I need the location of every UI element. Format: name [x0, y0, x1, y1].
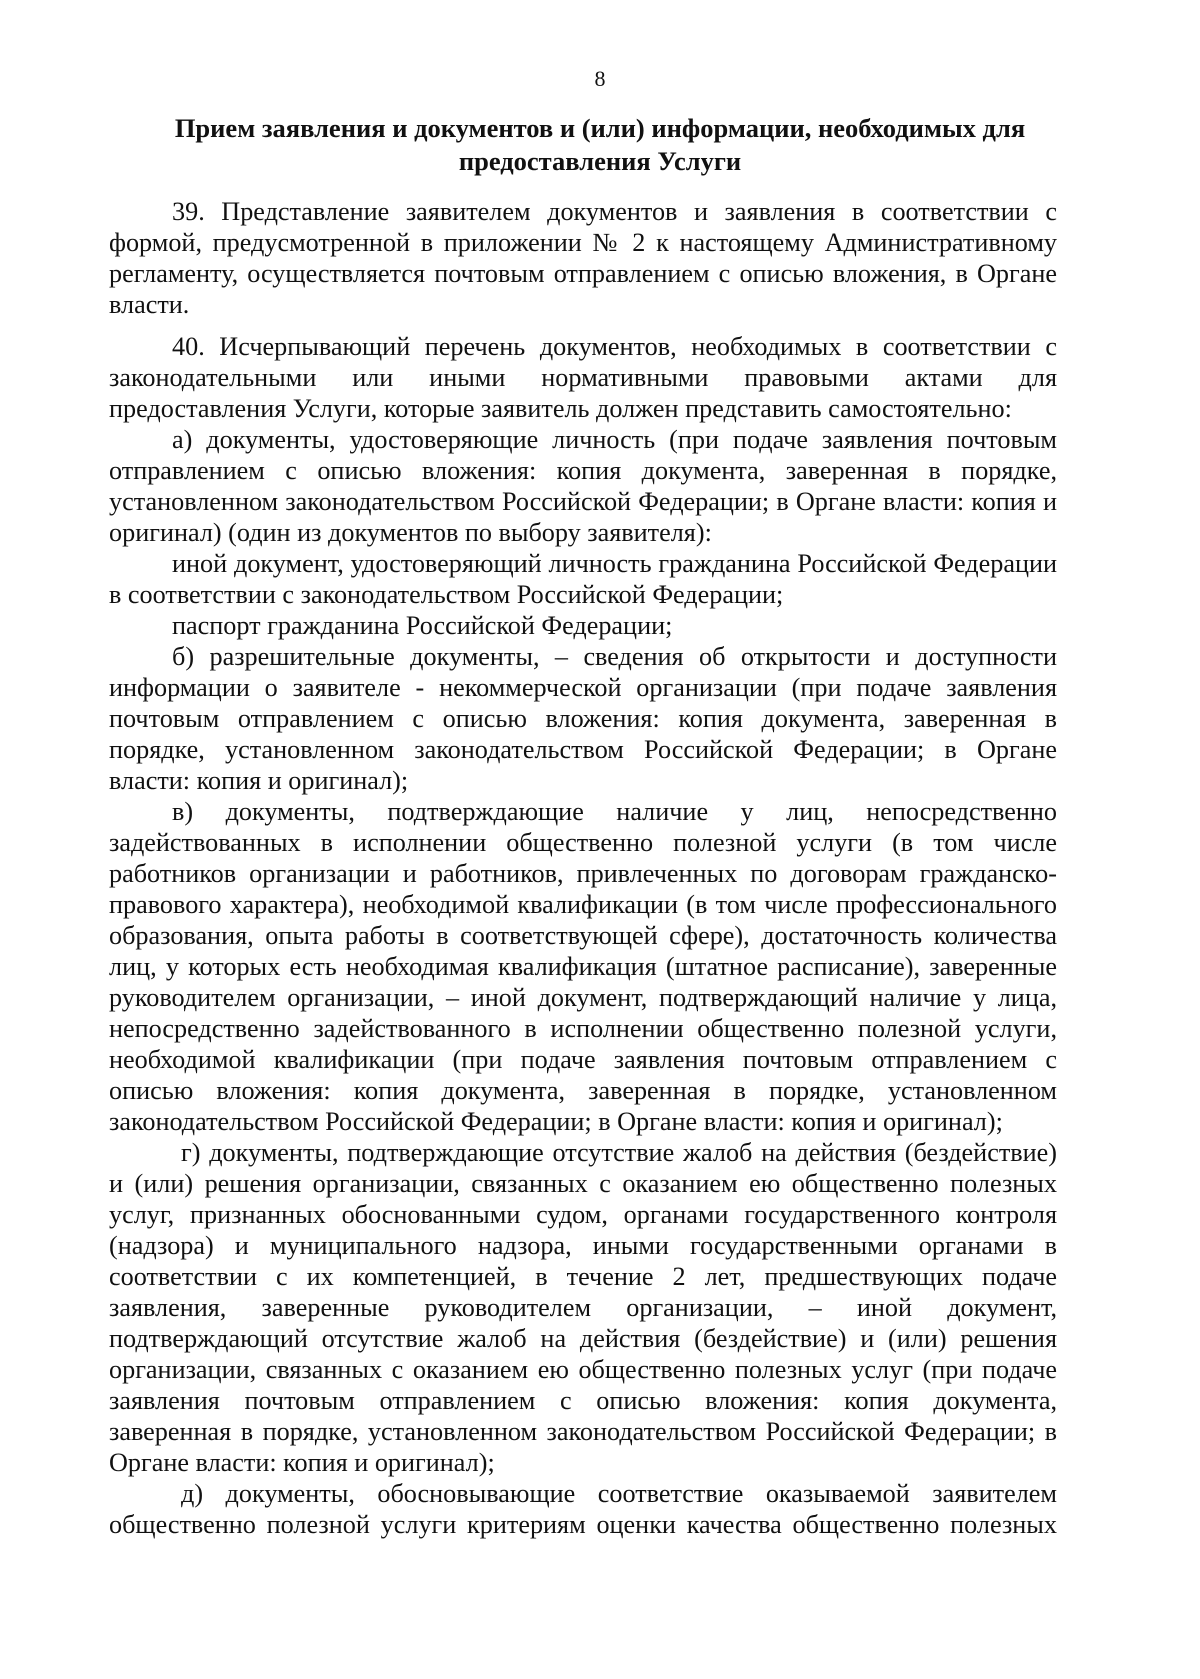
heading-line-2: предоставления Услуги — [458, 146, 742, 176]
paragraph-40-g: г) документы, подтверждающие отсутствие жалоб на действия (бездействие) и (или) решения организации, связанных с оказанием ею общественно полезных услуг, признанных обоснованными судом, органами государственного контроля (надзора) и муниципального надзора, иными государственными органами в соответствии с их компетенцией, в течение 2 лет, предшествующих подаче заявления, заверенные руководителем организации, – иной документ, подтверждающий отсутствие жалоб на действия (бездействие) и (или) решения организации, связанных с оказанием ею общественно полезных услуг (при подаче заявления почтовым отправлением с описью вложения: копия документа, заверенная в порядке, установленном законодательством Российской Федерации; в Органе власти: копия и оригинал); — [109, 1138, 1057, 1477]
document-body — [109, 196, 1057, 1540]
paragraph-40-v: в) документы, подтверждающие наличие у лиц, непосредственно задействованных в исполнении общественно полезной услуги (в том числе работников организации и работников, привлеченных по договорам гражданско-правового характера), необходимой квалификации (в том числе профессионального образования, опыта работы в соответствующей сфере), достаточность количества лиц, у которых есть необходимая квалификация (штатное расписание), заверенные руководителем организации, – иной документ, подтверждающий наличие у лица, непосредственно задействованного в исполнении общественно полезной услуги, необходимой квалификации (при подаче заявления почтовым отправлением с описью вложения: копия документа, заверенная в порядке, установленном законодательством Российской Федерации; в Органе власти: копия и оригинал); — [109, 797, 1057, 1136]
section-heading — [150, 112, 1050, 178]
page-number: 8 — [594, 66, 606, 91]
paragraph-40-b: б) разрешительные документы, – сведения об открытости и доступности информации о заявителе - некоммерческой организации (при подаче заявления почтовым отправлением с описью вложения: копия документа, заверенная в порядке, установленном законодательством Российской Федерации; в Органе власти: копия и оригинал); — [109, 642, 1057, 795]
paragraph-40-d: д) документы, обосновывающие соответствие оказываемой заявителем общественно полезной услуги критериям оценки качества общественно полезных — [109, 1479, 1057, 1539]
paragraph-40: 40. Исчерпывающий перечень документов, необходимых в соответствии с законодательными или иными нормативными правовыми актами для предоставления Услуги, которые заявитель должен представить самостоятельно: — [109, 332, 1057, 423]
paragraph-40-a: а) документы, удостоверяющие личность (при подаче заявления почтовым отправлением с описью вложения: копия документа, заверенная в порядке, установленном законодательством Российской Федерации; в Органе власти: копия и оригинал) (один из документов по выбору заявителя): — [109, 425, 1057, 547]
paragraph-39: 39. Представление заявителем документов и заявления в соответствии с формой, предусмотренной в приложении № 2 к настоящему Административному регламенту, осуществляется почтовым отправлением с описью вложения, в Органе власти. — [109, 197, 1057, 319]
paragraph-40-a-option-2: паспорт гражданина Российской Федерации; — [172, 611, 673, 640]
paragraph-40-a-option-1: иной документ, удостоверяющий личность гражданина Российской Федерации в соответствии с законодательством Российской Федерации; — [109, 549, 1057, 609]
heading-line-1: Прием заявления и документов и (или) информации, необходимых для — [174, 113, 1026, 143]
